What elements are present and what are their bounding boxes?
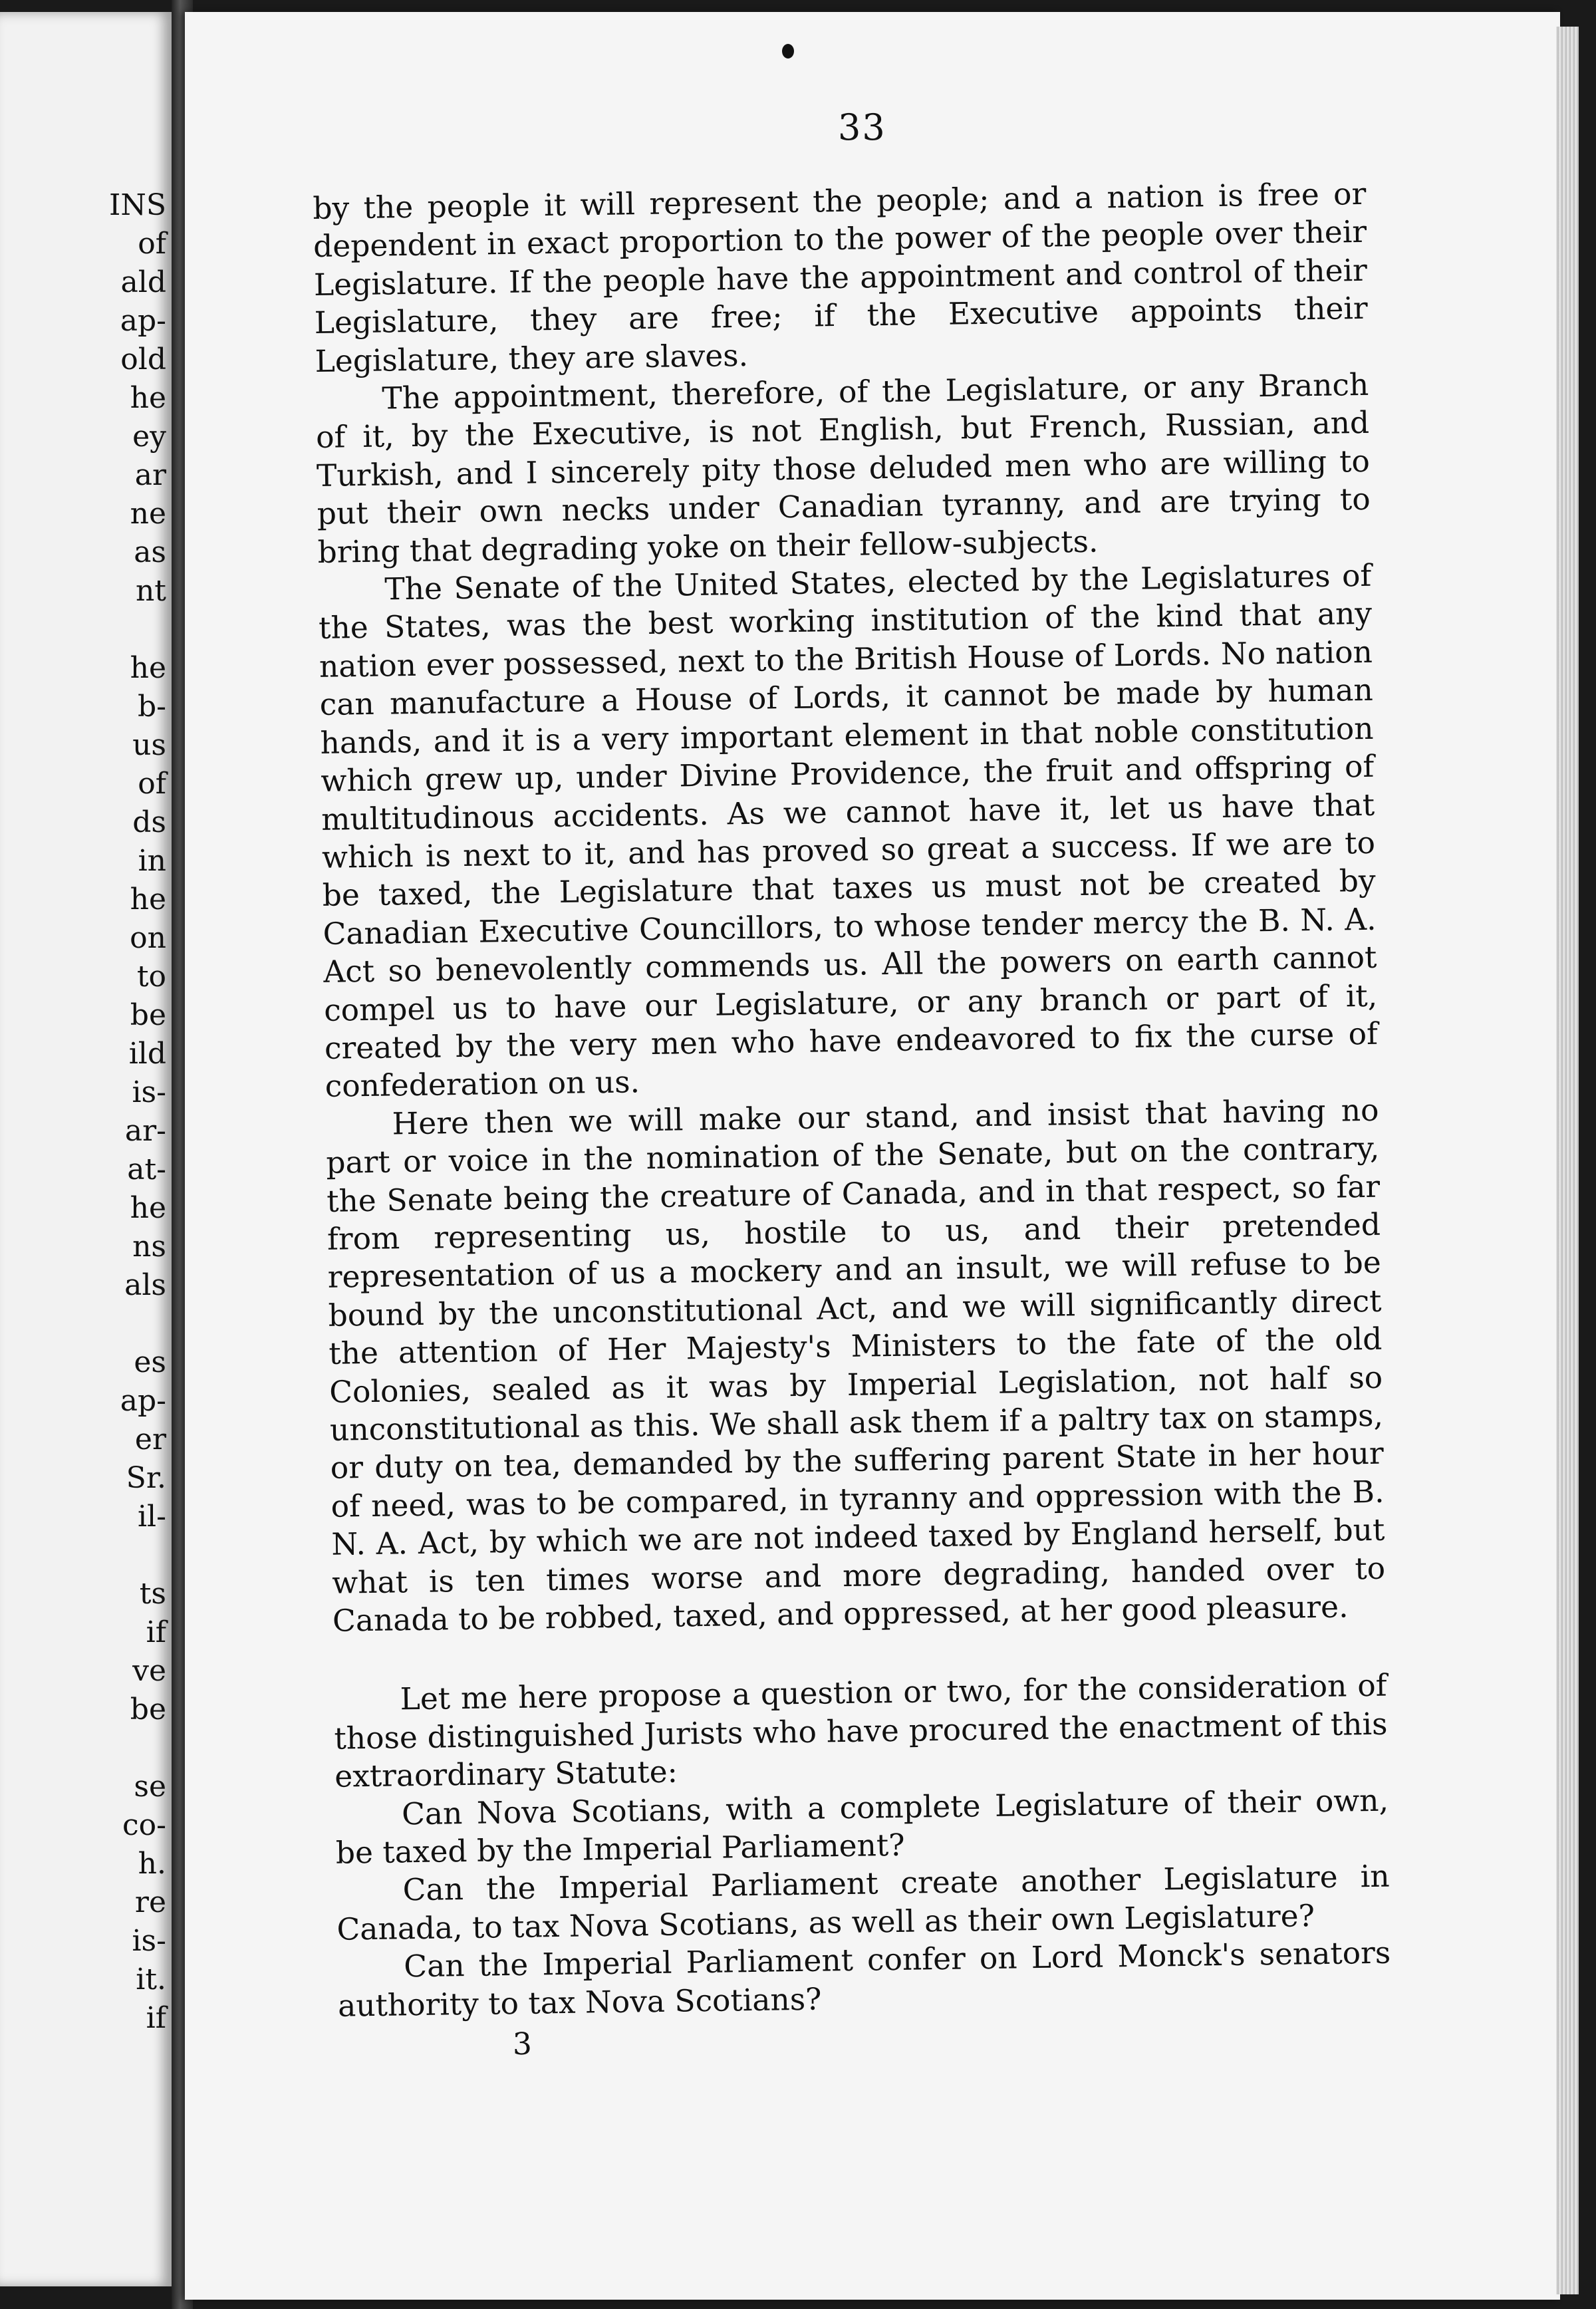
previous-page-fragment: of: [138, 767, 166, 801]
paragraph-question-intro: Let me here propose a question or two, for the consideration of those distinguished Jurists who have procured the enactment of this extraordinary Statute:: [334, 1668, 1388, 1795]
previous-page-fragment: ve: [132, 1654, 166, 1688]
previous-page-fragment: of: [138, 227, 166, 261]
previous-page-fragment: he: [130, 883, 166, 916]
previous-page-fragment: it.: [136, 1963, 166, 1996]
previous-page-fragment: is-: [132, 1924, 166, 1958]
previous-page-fragment: be: [130, 1693, 166, 1726]
previous-page-fragment: old: [120, 342, 166, 376]
previous-page-fragment: [109, 1305, 166, 1343]
previous-page-fragment: il-: [137, 1500, 166, 1534]
previous-page-fragment: if: [146, 1615, 166, 1649]
previous-page-fragment: on: [130, 921, 166, 955]
previous-page-fragment: ne: [130, 497, 166, 531]
previous-page-fragment: us: [132, 728, 166, 762]
previous-page-fragment: es: [134, 1345, 166, 1379]
previous-page-fragment: h.: [138, 1847, 166, 1881]
previous-page-fragment: [109, 611, 166, 649]
previous-page-fragment: he: [130, 1191, 166, 1225]
previous-page-fragment: INS: [108, 188, 166, 222]
previous-page-line-fragments: [109, 186, 166, 2038]
previous-page-fragment: b-: [137, 690, 166, 724]
previous-page-fragment: is-: [132, 1075, 166, 1109]
previous-page-fragment: ey: [132, 420, 166, 454]
previous-page-fragment: co-: [122, 1808, 166, 1842]
paragraph-our-stand: Here then we will make our stand, and insist that having no part or voice in the nomination of the Senate, but on the contrary, the Senate being the creature of Canada, and in that respect, so far from representing us, hostile to us, and their pretended representation of us a mockery and an insult, we will refuse to be bound by the unconstitutional Act, and we will significantly direct the attention of Her Majesty's Ministers to the fate of the old Colonies, sealed as it was by Imperial Legislation, not half so unconstitutional as this. We shall ask them if a paltry tax on stamps, or duty on tea, demanded by the suffering parent State in her hour of need, was to be compared, in tyranny and oppression with the B. N. A. Act, by which we are not indeed taxed by England herself, but what is ten times worse and more degrading, handed over to Canada to be robbed, taxed, and oppressed, at her good pleasure.: [326, 1092, 1386, 1639]
previous-page-fragment: ns: [132, 1230, 166, 1264]
paragraph-us-senate: The Senate of the United States, elected by the Legislatures of the States, was the best working institution of the kind that any nation ever possessed, next to the British House of Lords. No nation can manufacture a House of Lords, it cannot be made by human hands, and it is a very important element in that noble constitution which grew up, under Divine Providence, the fruit and offspring of multitudinous accidents. As we cannot have it, let us have that which is next to it, and has proved so great a success. If we are to be taxed, the Legislature that taxes us must not be created by Canadian Executive Councillors, to whose tender mercy the B. N. A. Act so benevolently commends us. All the powers on earth cannot compel us to have our Legislature, or any branch or part of it, created by the very men who have endeavored to fix the curse of confederation on us.: [318, 557, 1379, 1105]
previous-page-fragment: ds: [132, 805, 166, 839]
previous-page-fragment: ar: [134, 458, 166, 492]
previous-page-fragment: ar-: [124, 1114, 166, 1148]
previous-page-fragment: in: [138, 844, 166, 878]
previous-page-fragment: ild: [128, 1037, 166, 1071]
previous-page-fragment: at-: [127, 1153, 166, 1186]
paragraph-executive-appointment: The appointment, therefore, of the Legislature, or any Branch of it, by the Executive, is not English, but French, Russian, and Turkish, and I sincerely pity those deluded men who are willing to put their own necks under Canadian tyranny, and are trying to bring that degrading yoke on their fellow-subjects.: [315, 366, 1371, 570]
question-three: Can the Imperial Parliament confer on Lord Monck's senators authority to tax Nova Scotians?: [337, 1935, 1391, 2024]
previous-page-fragment: ap-: [120, 304, 166, 338]
signature-mark: 3: [512, 2026, 533, 2062]
binding-mark: [782, 44, 794, 59]
previous-page-fragment: [109, 1729, 166, 1768]
previous-page-fragment: he: [130, 651, 166, 685]
previous-page-fragment: nt: [135, 574, 166, 608]
previous-page-fragment: ts: [139, 1577, 166, 1611]
previous-page-fragment: to: [136, 960, 166, 994]
previous-page-fragment: as: [134, 535, 166, 569]
previous-page-fragment: ap-: [120, 1384, 166, 1418]
paragraph-continuation: by the people it will represent the people; and a nation is free or dependent in exact proportion to the power of the people over their Legislature. If the people have the appointment and control of their Legislature, they are free; if the Executive appoints their Legislature, they are slaves.: [313, 176, 1369, 379]
previous-page-fragment: he: [130, 381, 166, 415]
previous-page-fragment: ald: [120, 265, 166, 299]
previous-page-fragment: se: [134, 1770, 166, 1804]
previous-page-fragment: er: [134, 1423, 166, 1456]
previous-page-fragment: re: [134, 1885, 166, 1919]
previous-page: [0, 12, 172, 2286]
page-edge: [1556, 27, 1579, 2294]
previous-page-fragment: Sr.: [126, 1461, 166, 1495]
page-number: 33: [838, 106, 886, 148]
previous-page-fragment: be: [130, 998, 166, 1032]
question-two: Can the Imperial Parliament create another Legislature in Canada, to tax Nova Scotians, as well as their own Legislature?: [336, 1859, 1390, 1947]
page-body: [313, 175, 1392, 2066]
previous-page-fragment: if: [146, 2001, 166, 2035]
question-one: Can Nova Scotians, with a complete Legislature of their own, be taxed by the Imperial Parliament?: [335, 1782, 1389, 1871]
previous-page-fragment: [109, 1536, 166, 1575]
previous-page-fragment: als: [124, 1268, 166, 1302]
